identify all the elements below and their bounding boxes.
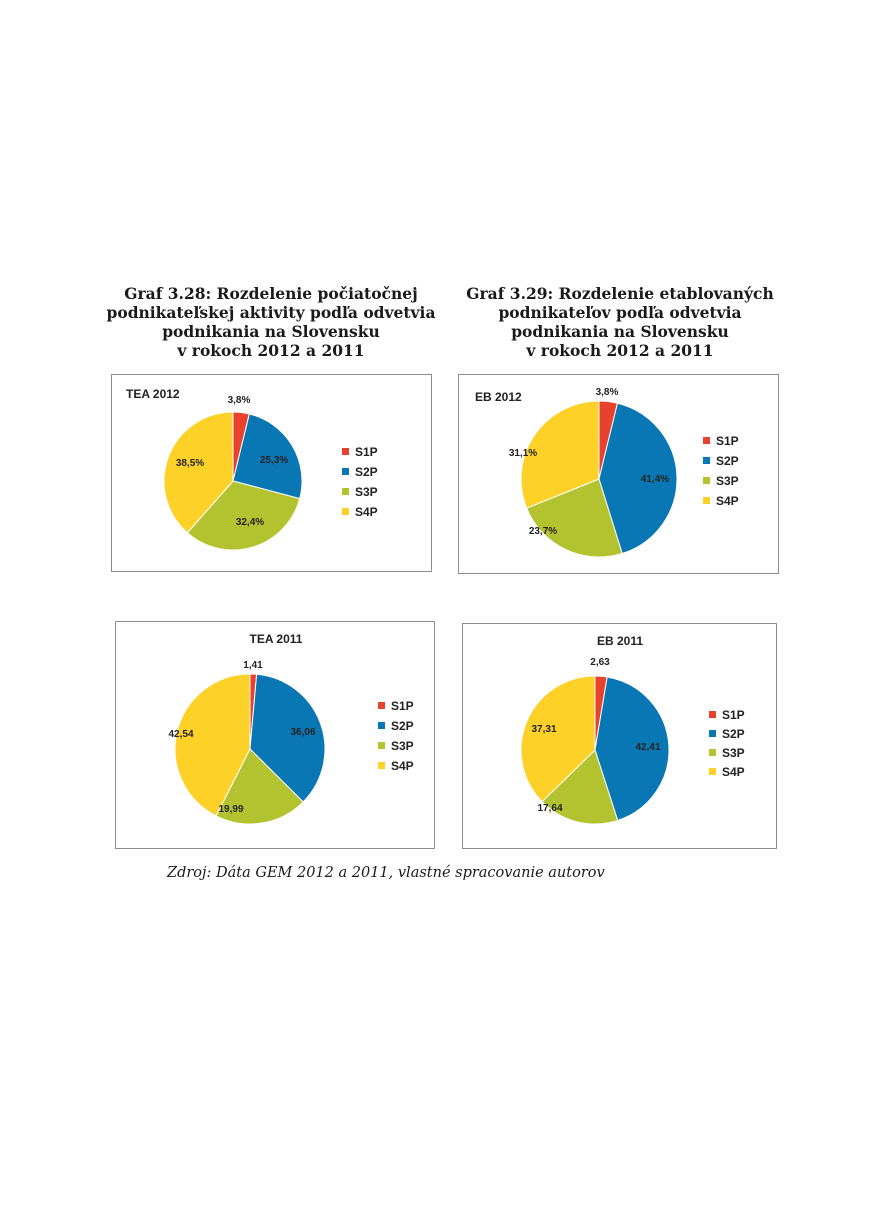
caption-line: v rokoch 2012 a 2011 bbox=[526, 341, 714, 360]
legend-swatch-s4p bbox=[703, 497, 710, 504]
caption-line: Graf 3.29: Rozdelenie etablovaných bbox=[466, 284, 774, 303]
legend-label-s3p: S3P bbox=[355, 485, 378, 499]
caption-line: podnikateľskej aktivity podľa odvetvia bbox=[106, 303, 436, 322]
data-label-s3p: 19,99 bbox=[218, 804, 244, 815]
pie-chart-eb-2012 bbox=[459, 375, 780, 575]
data-label-s3p: 32,4% bbox=[235, 517, 265, 528]
data-label-s4p: 42,54 bbox=[168, 729, 194, 740]
legend-swatch-s4p bbox=[709, 768, 716, 775]
legend-swatch-s4p bbox=[342, 508, 349, 515]
legend-swatch-s2p bbox=[378, 722, 385, 729]
legend-swatch-s1p bbox=[342, 448, 349, 455]
chart-title: EB 2012 bbox=[475, 390, 522, 404]
pie-chart-tea-2011 bbox=[116, 622, 436, 850]
legend-label-s2p: S2P bbox=[716, 454, 739, 468]
data-label-s1p: 1,41 bbox=[243, 660, 263, 671]
data-label-s1p: 3,8% bbox=[227, 395, 251, 406]
legend-label-s1p: S1P bbox=[391, 699, 414, 713]
legend-swatch-s3p bbox=[342, 488, 349, 495]
caption-line: podnikania na Slovensku bbox=[162, 322, 380, 341]
data-label-s3p: 23,7% bbox=[528, 526, 558, 537]
data-label-s2p: 42,41 bbox=[635, 742, 661, 753]
legend-swatch-s1p bbox=[703, 437, 710, 444]
source-note: Zdroj: Dáta GEM 2012 a 2011, vlastné spracovanie autorov bbox=[167, 865, 605, 881]
data-label-s2p: 25,3% bbox=[259, 455, 289, 466]
legend-label-s3p: S3P bbox=[391, 739, 414, 753]
data-label-s3p: 17,64 bbox=[537, 803, 563, 814]
legend-swatch-s3p bbox=[378, 742, 385, 749]
data-label-s4p: 31,1% bbox=[508, 448, 538, 459]
legend-label-s4p: S4P bbox=[391, 759, 414, 773]
chart-panel-eb-2012 bbox=[458, 374, 779, 574]
legend-swatch-s4p bbox=[378, 762, 385, 769]
legend-swatch-s3p bbox=[703, 477, 710, 484]
legend-label-s1p: S1P bbox=[722, 708, 745, 722]
caption-graf-3-28 bbox=[106, 284, 436, 360]
data-label-s1p: 3,8% bbox=[595, 387, 619, 398]
legend-swatch-s3p bbox=[709, 749, 716, 756]
legend-label-s1p: S1P bbox=[716, 434, 739, 448]
data-label-s1p: 2,63 bbox=[590, 657, 610, 668]
legend-swatch-s1p bbox=[709, 711, 716, 718]
legend-swatch-s2p bbox=[342, 468, 349, 475]
legend-swatch-s2p bbox=[709, 730, 716, 737]
legend-label-s1p: S1P bbox=[355, 445, 378, 459]
legend-label-s4p: S4P bbox=[716, 494, 739, 508]
caption-line: podnikania na Slovensku bbox=[511, 322, 729, 341]
caption-line: v rokoch 2012 a 2011 bbox=[177, 341, 365, 360]
legend-label-s4p: S4P bbox=[355, 505, 378, 519]
chart-panel-tea-2011 bbox=[115, 621, 435, 849]
data-label-s2p: 41,4% bbox=[640, 474, 670, 485]
legend-label-s4p: S4P bbox=[722, 765, 745, 779]
legend-swatch-s2p bbox=[703, 457, 710, 464]
legend-swatch-s1p bbox=[378, 702, 385, 709]
data-label-s4p: 38,5% bbox=[175, 458, 205, 469]
chart-title: TEA 2011 bbox=[249, 632, 303, 646]
pie-chart-tea-2012 bbox=[112, 375, 433, 573]
chart-panel-tea-2012 bbox=[111, 374, 432, 572]
caption-line: podnikateľov podľa odvetvia bbox=[498, 303, 742, 322]
chart-title: EB 2011 bbox=[596, 634, 644, 648]
data-label-s2p: 36,06 bbox=[290, 727, 316, 738]
chart-panel-eb-2011 bbox=[462, 623, 777, 849]
pie-chart-eb-2011 bbox=[463, 624, 778, 850]
legend-label-s2p: S2P bbox=[391, 719, 414, 733]
legend-label-s2p: S2P bbox=[722, 727, 745, 741]
data-label-s4p: 37,31 bbox=[531, 724, 557, 735]
legend-label-s3p: S3P bbox=[722, 746, 745, 760]
caption-graf-3-29 bbox=[455, 284, 785, 360]
chart-title: TEA 2012 bbox=[126, 387, 180, 401]
legend-label-s2p: S2P bbox=[355, 465, 378, 479]
caption-line: Graf 3.28: Rozdelenie počiatočnej bbox=[124, 284, 418, 303]
legend-label-s3p: S3P bbox=[716, 474, 739, 488]
